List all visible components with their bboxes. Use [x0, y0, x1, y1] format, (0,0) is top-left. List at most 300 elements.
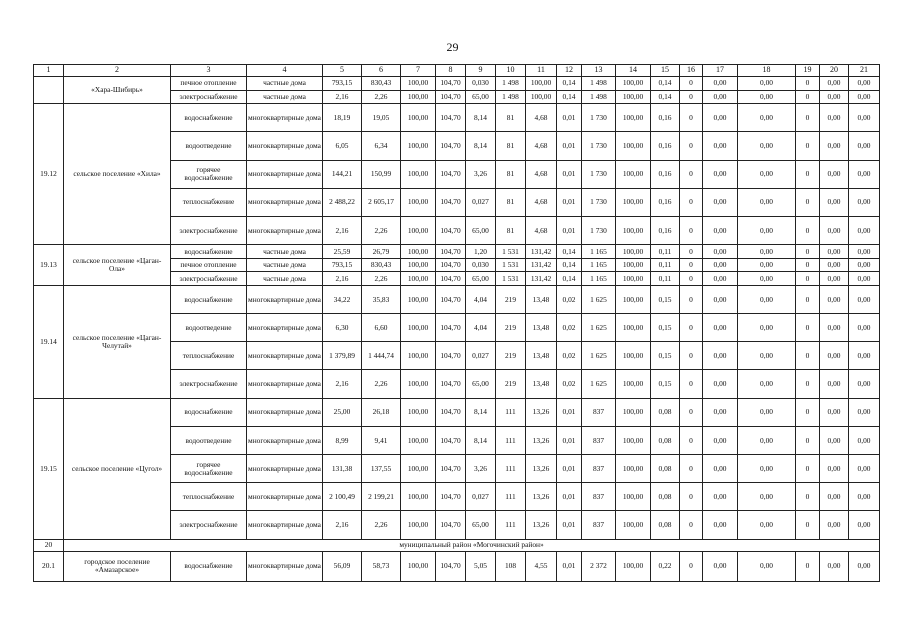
value-cell: 1 531 [496, 258, 526, 272]
value-cell: 100,00 [401, 285, 436, 313]
value-cell: 100,00 [616, 455, 651, 483]
value-cell: 0,14 [557, 77, 582, 91]
value-cell: 100,00 [401, 272, 436, 286]
value-cell: 0,00 [820, 455, 849, 483]
value-cell: 65,00 [466, 511, 496, 539]
value-cell: 0 [680, 426, 703, 454]
column-number-cell: 13 [582, 65, 616, 77]
value-cell: 0,00 [703, 370, 738, 398]
service-cell: водоснабжение [171, 245, 247, 259]
value-cell: 1 531 [496, 272, 526, 286]
value-cell: 0,00 [738, 426, 796, 454]
value-cell: 1 498 [496, 77, 526, 91]
value-cell: 108 [496, 551, 526, 581]
value-cell: 2,16 [323, 216, 362, 244]
value-cell: 0,01 [557, 188, 582, 216]
value-cell: 100,00 [526, 90, 557, 104]
value-cell: 0,08 [651, 455, 680, 483]
value-cell: 0,00 [820, 398, 849, 426]
value-cell: 104,70 [436, 90, 466, 104]
value-cell: 100,00 [401, 398, 436, 426]
value-cell: 837 [582, 511, 616, 539]
value-cell: 793,15 [323, 77, 362, 91]
value-cell: 0,00 [703, 160, 738, 188]
value-cell: 104,70 [436, 285, 466, 313]
column-number-cell: 4 [247, 65, 323, 77]
value-cell: 104,70 [436, 216, 466, 244]
service-cell: печное отопление [171, 77, 247, 91]
housing-type-cell: многоквартирные дома [247, 132, 323, 160]
value-cell: 830,43 [362, 77, 401, 91]
value-cell: 0 [796, 426, 820, 454]
value-cell: 4,68 [526, 160, 557, 188]
value-cell: 1 379,89 [323, 342, 362, 370]
value-cell: 0,00 [738, 160, 796, 188]
value-cell: 2,26 [362, 90, 401, 104]
value-cell: 0,02 [557, 314, 582, 342]
value-cell: 81 [496, 132, 526, 160]
service-cell: водоотведение [171, 426, 247, 454]
value-cell: 0,02 [557, 342, 582, 370]
value-cell: 0,00 [820, 551, 849, 581]
value-cell: 100,00 [616, 551, 651, 581]
value-cell: 100,00 [616, 511, 651, 539]
value-cell: 26,79 [362, 245, 401, 259]
value-cell: 0,00 [820, 77, 849, 91]
service-cell: электроснабжение [171, 90, 247, 104]
value-cell: 0,01 [557, 455, 582, 483]
value-cell: 13,26 [526, 455, 557, 483]
value-cell: 104,70 [436, 160, 466, 188]
table-row [34, 77, 880, 91]
value-cell: 104,70 [436, 245, 466, 259]
value-cell: 1 165 [582, 272, 616, 286]
value-cell: 0,00 [849, 314, 880, 342]
value-cell: 0,00 [738, 342, 796, 370]
value-cell: 2,26 [362, 511, 401, 539]
value-cell: 100,00 [616, 370, 651, 398]
value-cell: 6,60 [362, 314, 401, 342]
settlement-name-cell: сельское поселение «Цаган-Челутай» [64, 285, 171, 398]
value-cell: 13,48 [526, 285, 557, 313]
column-number-cell: 9 [466, 65, 496, 77]
value-cell: 13,26 [526, 426, 557, 454]
value-cell: 111 [496, 398, 526, 426]
value-cell: 100,00 [616, 216, 651, 244]
value-cell: 100,00 [616, 77, 651, 91]
value-cell: 4,04 [466, 285, 496, 313]
value-cell: 0,15 [651, 314, 680, 342]
value-cell: 0,00 [849, 285, 880, 313]
value-cell: 0 [796, 285, 820, 313]
value-cell: 0 [796, 188, 820, 216]
value-cell: 0 [796, 483, 820, 511]
value-cell: 137,55 [362, 455, 401, 483]
value-cell: 1 730 [582, 188, 616, 216]
value-cell: 131,42 [526, 245, 557, 259]
value-cell: 0,00 [703, 398, 738, 426]
table-row [34, 104, 880, 132]
value-cell: 0,01 [557, 483, 582, 511]
value-cell: 0 [796, 160, 820, 188]
value-cell: 1 730 [582, 104, 616, 132]
value-cell: 0,14 [557, 258, 582, 272]
value-cell: 0,00 [849, 370, 880, 398]
value-cell: 0,00 [849, 398, 880, 426]
value-cell: 100,00 [401, 132, 436, 160]
value-cell: 100,00 [401, 245, 436, 259]
value-cell: 0,00 [849, 258, 880, 272]
value-cell: 13,26 [526, 483, 557, 511]
value-cell: 104,70 [436, 314, 466, 342]
value-cell: 0 [680, 132, 703, 160]
value-cell: 0,00 [820, 426, 849, 454]
value-cell: 0,00 [820, 314, 849, 342]
value-cell: 0,00 [738, 90, 796, 104]
row-number-cell: 19.12 [34, 104, 64, 245]
value-cell: 0,00 [738, 398, 796, 426]
housing-type-cell: частные дома [247, 77, 323, 91]
value-cell: 104,70 [436, 258, 466, 272]
value-cell: 6,34 [362, 132, 401, 160]
column-number-cell: 16 [680, 65, 703, 77]
settlement-name-cell: сельское поселение «Цугол» [64, 398, 171, 539]
value-cell: 100,00 [616, 272, 651, 286]
housing-type-cell: частные дома [247, 258, 323, 272]
column-number-cell: 7 [401, 65, 436, 77]
value-cell: 0,00 [738, 483, 796, 511]
service-cell: водоснабжение [171, 551, 247, 581]
value-cell: 0,00 [820, 188, 849, 216]
value-cell: 100,00 [616, 90, 651, 104]
value-cell: 2 488,22 [323, 188, 362, 216]
service-cell: теплоснабжение [171, 188, 247, 216]
value-cell: 1 625 [582, 285, 616, 313]
value-cell: 0,11 [651, 245, 680, 259]
section-number-cell: 20 [34, 539, 64, 551]
value-cell: 100,00 [401, 370, 436, 398]
value-cell: 1 730 [582, 160, 616, 188]
value-cell: 100,00 [616, 426, 651, 454]
value-cell: 1 165 [582, 245, 616, 259]
value-cell: 65,00 [466, 272, 496, 286]
value-cell: 0,030 [466, 77, 496, 91]
column-number-cell: 18 [738, 65, 796, 77]
column-number-cell: 8 [436, 65, 466, 77]
housing-type-cell: многоквартирные дома [247, 285, 323, 313]
value-cell: 0,00 [849, 511, 880, 539]
service-cell: горячее водоснабжение [171, 160, 247, 188]
value-cell: 0,030 [466, 258, 496, 272]
value-cell: 0,01 [557, 104, 582, 132]
value-cell: 0 [680, 104, 703, 132]
value-cell: 104,70 [436, 426, 466, 454]
housing-type-cell: многоквартирные дома [247, 370, 323, 398]
value-cell: 104,70 [436, 342, 466, 370]
value-cell: 0,00 [738, 216, 796, 244]
value-cell: 1 498 [582, 77, 616, 91]
value-cell: 0,00 [820, 216, 849, 244]
value-cell: 0,00 [849, 104, 880, 132]
value-cell: 5,05 [466, 551, 496, 581]
row-number-cell: 19.14 [34, 285, 64, 398]
value-cell: 1 531 [496, 245, 526, 259]
value-cell: 0,16 [651, 132, 680, 160]
value-cell: 0,01 [557, 511, 582, 539]
value-cell: 0,00 [820, 511, 849, 539]
value-cell: 0,00 [703, 245, 738, 259]
value-cell: 0 [796, 314, 820, 342]
value-cell: 100,00 [401, 216, 436, 244]
value-cell: 104,70 [436, 398, 466, 426]
header-row [34, 65, 880, 77]
value-cell: 2 100,49 [323, 483, 362, 511]
value-cell: 35,83 [362, 285, 401, 313]
value-cell: 0 [796, 104, 820, 132]
value-cell: 0,00 [820, 370, 849, 398]
value-cell: 81 [496, 188, 526, 216]
value-cell: 0,08 [651, 511, 680, 539]
value-cell: 0,08 [651, 483, 680, 511]
value-cell: 0,00 [738, 314, 796, 342]
value-cell: 0,02 [557, 285, 582, 313]
table-row [34, 551, 880, 581]
value-cell: 0 [796, 551, 820, 581]
service-cell: водоснабжение [171, 398, 247, 426]
value-cell: 0,00 [849, 483, 880, 511]
value-cell: 1 165 [582, 258, 616, 272]
value-cell: 0 [796, 398, 820, 426]
value-cell: 131,42 [526, 272, 557, 286]
column-number-cell: 14 [616, 65, 651, 77]
value-cell: 0,027 [466, 483, 496, 511]
value-cell: 1 625 [582, 314, 616, 342]
housing-type-cell: частные дома [247, 272, 323, 286]
value-cell: 219 [496, 314, 526, 342]
value-cell: 0,16 [651, 160, 680, 188]
value-cell: 0 [680, 258, 703, 272]
service-cell: водоснабжение [171, 285, 247, 313]
value-cell: 18,19 [323, 104, 362, 132]
value-cell: 2,16 [323, 370, 362, 398]
value-cell: 104,70 [436, 511, 466, 539]
value-cell: 100,00 [401, 188, 436, 216]
value-cell: 0,15 [651, 285, 680, 313]
service-cell: водоотведение [171, 314, 247, 342]
table-row [34, 245, 880, 259]
service-cell: теплоснабжение [171, 342, 247, 370]
value-cell: 0,00 [703, 104, 738, 132]
value-cell: 0,00 [820, 285, 849, 313]
housing-type-cell: многоквартирные дома [247, 216, 323, 244]
value-cell: 0,00 [738, 511, 796, 539]
value-cell: 100,00 [526, 77, 557, 91]
value-cell: 0,16 [651, 104, 680, 132]
value-cell: 111 [496, 426, 526, 454]
column-number-cell: 19 [796, 65, 820, 77]
value-cell: 8,14 [466, 132, 496, 160]
value-cell: 0 [796, 511, 820, 539]
value-cell: 100,00 [616, 342, 651, 370]
value-cell: 100,00 [401, 483, 436, 511]
value-cell: 104,70 [436, 483, 466, 511]
housing-type-cell: многоквартирные дома [247, 188, 323, 216]
value-cell: 0,14 [557, 90, 582, 104]
settlement-name-cell: «Хара-Шибирь» [64, 77, 171, 104]
value-cell: 1 625 [582, 370, 616, 398]
value-cell: 0,00 [738, 272, 796, 286]
value-cell: 100,00 [401, 160, 436, 188]
column-number-cell: 11 [526, 65, 557, 77]
value-cell: 81 [496, 216, 526, 244]
value-cell: 100,00 [616, 398, 651, 426]
value-cell: 0,00 [820, 104, 849, 132]
value-cell: 4,55 [526, 551, 557, 581]
value-cell: 144,21 [323, 160, 362, 188]
value-cell: 26,18 [362, 398, 401, 426]
column-number-cell: 20 [820, 65, 849, 77]
value-cell: 0,14 [651, 90, 680, 104]
value-cell: 837 [582, 426, 616, 454]
value-cell: 0,00 [849, 188, 880, 216]
value-cell: 0 [680, 245, 703, 259]
value-cell: 0,00 [703, 426, 738, 454]
value-cell: 100,00 [401, 77, 436, 91]
value-cell: 13,48 [526, 370, 557, 398]
service-cell: водоотведение [171, 132, 247, 160]
value-cell: 0 [796, 258, 820, 272]
value-cell: 2,16 [323, 511, 362, 539]
value-cell: 0 [680, 370, 703, 398]
value-cell: 104,70 [436, 370, 466, 398]
column-number-cell: 5 [323, 65, 362, 77]
value-cell: 104,70 [436, 551, 466, 581]
value-cell: 1 625 [582, 342, 616, 370]
value-cell: 100,00 [616, 160, 651, 188]
value-cell: 4,68 [526, 104, 557, 132]
value-cell: 0,01 [557, 160, 582, 188]
value-cell: 0,00 [849, 160, 880, 188]
value-cell: 3,26 [466, 160, 496, 188]
value-cell: 2,26 [362, 216, 401, 244]
value-cell: 0,00 [820, 90, 849, 104]
service-cell: горячее водоснабжение [171, 455, 247, 483]
page-number: 29 [446, 40, 459, 54]
value-cell: 837 [582, 455, 616, 483]
value-cell: 0,08 [651, 426, 680, 454]
value-cell: 2,26 [362, 272, 401, 286]
value-cell: 104,70 [436, 77, 466, 91]
section-title-cell: муниципальный район «Могочинский район» [64, 539, 880, 551]
value-cell: 0,00 [820, 160, 849, 188]
value-cell: 2 605,17 [362, 188, 401, 216]
column-number-cell: 17 [703, 65, 738, 77]
value-cell: 131,38 [323, 455, 362, 483]
value-cell: 0 [796, 132, 820, 160]
value-cell: 25,59 [323, 245, 362, 259]
value-cell: 0,00 [703, 285, 738, 313]
value-cell: 0,00 [849, 90, 880, 104]
value-cell: 0,02 [557, 370, 582, 398]
value-cell: 0,11 [651, 272, 680, 286]
value-cell: 0,08 [651, 398, 680, 426]
table-row [34, 285, 880, 313]
table-row [34, 398, 880, 426]
column-number-cell: 21 [849, 65, 880, 77]
value-cell: 837 [582, 398, 616, 426]
value-cell: 0,15 [651, 370, 680, 398]
value-cell: 0,00 [738, 258, 796, 272]
value-cell: 219 [496, 285, 526, 313]
value-cell: 0,00 [703, 216, 738, 244]
value-cell: 1 498 [582, 90, 616, 104]
housing-type-cell: многоквартирные дома [247, 398, 323, 426]
value-cell: 100,00 [616, 188, 651, 216]
value-cell: 56,09 [323, 551, 362, 581]
column-number-cell: 6 [362, 65, 401, 77]
row-number-cell: 19.15 [34, 398, 64, 539]
housing-type-cell: многоквартирные дома [247, 511, 323, 539]
value-cell: 0,00 [849, 455, 880, 483]
value-cell: 9,41 [362, 426, 401, 454]
value-cell: 0,00 [738, 104, 796, 132]
value-cell: 2,16 [323, 272, 362, 286]
value-cell: 111 [496, 483, 526, 511]
value-cell: 13,26 [526, 398, 557, 426]
value-cell: 0,027 [466, 188, 496, 216]
value-cell: 0 [680, 216, 703, 244]
housing-type-cell: частные дома [247, 245, 323, 259]
column-number-cell: 10 [496, 65, 526, 77]
column-number-cell: 1 [34, 65, 64, 77]
value-cell: 100,00 [401, 342, 436, 370]
service-cell: электроснабжение [171, 370, 247, 398]
value-cell: 104,70 [436, 455, 466, 483]
value-cell: 0,00 [738, 285, 796, 313]
value-cell: 0,00 [703, 342, 738, 370]
value-cell: 0,22 [651, 551, 680, 581]
value-cell: 0 [796, 272, 820, 286]
value-cell: 150,99 [362, 160, 401, 188]
row-number-cell: 20.1 [34, 551, 64, 581]
value-cell: 0,00 [703, 132, 738, 160]
value-cell: 0 [680, 160, 703, 188]
value-cell: 19,05 [362, 104, 401, 132]
value-cell: 100,00 [616, 483, 651, 511]
value-cell: 100,00 [616, 285, 651, 313]
value-cell: 0 [680, 285, 703, 313]
value-cell: 0,00 [703, 551, 738, 581]
value-cell: 100,00 [401, 551, 436, 581]
value-cell: 0,00 [738, 77, 796, 91]
value-cell: 0,16 [651, 188, 680, 216]
value-cell: 111 [496, 511, 526, 539]
value-cell: 0,00 [738, 188, 796, 216]
value-cell: 65,00 [466, 90, 496, 104]
value-cell: 0,00 [849, 245, 880, 259]
value-cell: 4,04 [466, 314, 496, 342]
value-cell: 0,11 [651, 258, 680, 272]
value-cell: 100,00 [616, 132, 651, 160]
value-cell: 0,00 [820, 245, 849, 259]
column-number-cell: 15 [651, 65, 680, 77]
value-cell: 0,027 [466, 342, 496, 370]
value-cell: 0,00 [820, 132, 849, 160]
value-cell: 111 [496, 455, 526, 483]
value-cell: 0,00 [849, 551, 880, 581]
settlement-name-cell: городское поселение «Амазарское» [64, 551, 171, 581]
value-cell: 0,00 [738, 245, 796, 259]
